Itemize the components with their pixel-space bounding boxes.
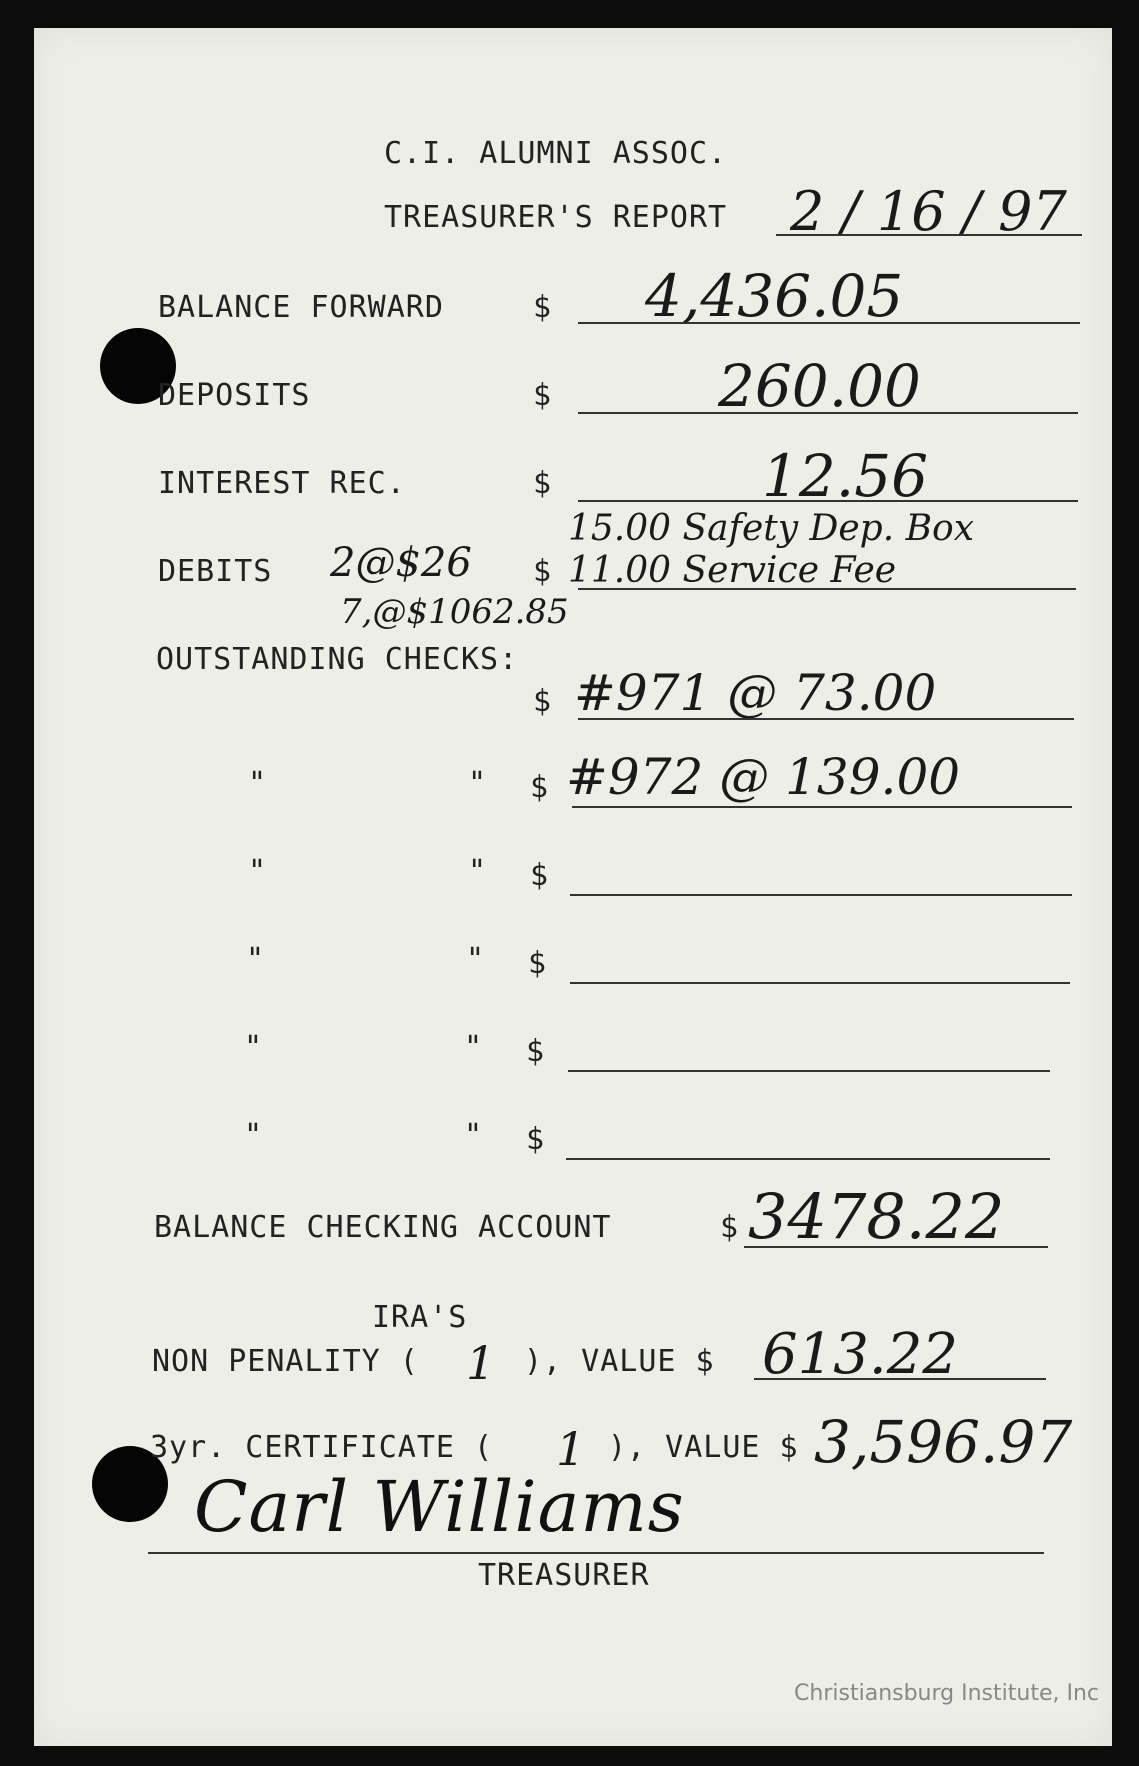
- iras-heading: IRA'S: [372, 1300, 468, 1335]
- balance-forward-label: BALANCE FORWARD: [158, 290, 444, 325]
- report-label: TREASURER'S REPORT: [384, 200, 728, 235]
- check-3-line: [570, 894, 1072, 896]
- check-5-line: [568, 1070, 1050, 1072]
- check-1-currency: $: [533, 684, 553, 719]
- signature-title: TREASURER: [478, 1558, 650, 1593]
- balance-checking-label: BALANCE CHECKING ACCOUNT: [154, 1210, 612, 1245]
- certificate-value: 3,596.97: [814, 1408, 1073, 1476]
- interest-currency: $: [533, 466, 553, 501]
- check-2-ditto-a: ": [248, 766, 268, 801]
- date-line: [776, 234, 1082, 236]
- check-5-currency: $: [526, 1034, 546, 1069]
- outstanding-note: 7,@$1062.85: [340, 592, 569, 632]
- report-date: 2 / 16 / 97: [790, 180, 1067, 243]
- certificate-label: 3yr. CERTIFICATE (: [150, 1430, 494, 1465]
- balance-forward-value: 4,436.05: [645, 262, 904, 330]
- debits-count-note: 2@$26: [330, 540, 472, 586]
- non-penality-line: [754, 1378, 1046, 1380]
- check-4-ditto-b: ": [466, 942, 486, 977]
- certificate-tail: ), VALUE $: [608, 1430, 799, 1465]
- check-6-currency: $: [526, 1122, 546, 1157]
- outstanding-label: OUTSTANDING CHECKS:: [156, 642, 519, 677]
- debits-line1: 15.00 Safety Dep. Box: [568, 508, 975, 549]
- balance-checking-currency: $: [720, 1210, 740, 1245]
- balance-checking-value: 3478.22: [748, 1180, 1005, 1253]
- org-title: C.I. ALUMNI ASSOC.: [384, 136, 728, 171]
- debits-line: [578, 588, 1076, 590]
- check-5-ditto-a: ": [244, 1030, 264, 1065]
- deposits-line: [578, 412, 1078, 414]
- check-1-value: #971 @ 73.00: [574, 664, 937, 722]
- check-3-ditto-a: ": [248, 854, 268, 889]
- signature-line: [148, 1552, 1044, 1554]
- deposits-currency: $: [533, 378, 553, 413]
- balance-forward-line: [578, 322, 1080, 324]
- non-penality-count: 1: [466, 1336, 496, 1390]
- non-penality-tail: ), VALUE $: [524, 1344, 715, 1379]
- interest-line: [578, 500, 1078, 502]
- check-2-value: #972 @ 139.00: [566, 748, 961, 806]
- check-4-line: [570, 982, 1070, 984]
- check-1-line: [578, 718, 1074, 720]
- interest-label: INTEREST REC.: [158, 466, 406, 501]
- check-2-ditto-b: ": [468, 766, 488, 801]
- check-3-ditto-b: ": [468, 854, 488, 889]
- check-6-ditto-a: ": [244, 1118, 264, 1153]
- check-5-ditto-b: ": [464, 1030, 484, 1065]
- non-penality-value: 613.22: [762, 1322, 958, 1387]
- check-2-currency: $: [530, 770, 550, 805]
- check-4-ditto-a: ": [246, 942, 266, 977]
- check-4-currency: $: [528, 946, 548, 981]
- certificate-count: 1: [556, 1422, 586, 1476]
- balance-forward-currency: $: [533, 290, 553, 325]
- debits-label: DEBITS: [158, 554, 273, 589]
- watermark: Christiansburg Institute, Inc: [794, 1681, 1099, 1706]
- deposits-label: DEPOSITS: [158, 378, 311, 413]
- deposits-value: 260.00: [718, 352, 921, 420]
- check-3-currency: $: [530, 858, 550, 893]
- treasurer-signature: Carl Williams: [194, 1466, 685, 1548]
- interest-value: 12.56: [762, 442, 929, 510]
- balance-checking-line: [744, 1246, 1048, 1248]
- check-2-line: [572, 806, 1072, 808]
- debits-currency: $: [533, 554, 553, 589]
- non-penality-label: NON PENALITY (: [152, 1344, 419, 1379]
- debits-line2: 11.00 Service Fee: [568, 550, 897, 591]
- check-6-line: [566, 1158, 1050, 1160]
- check-6-ditto-b: ": [464, 1118, 484, 1153]
